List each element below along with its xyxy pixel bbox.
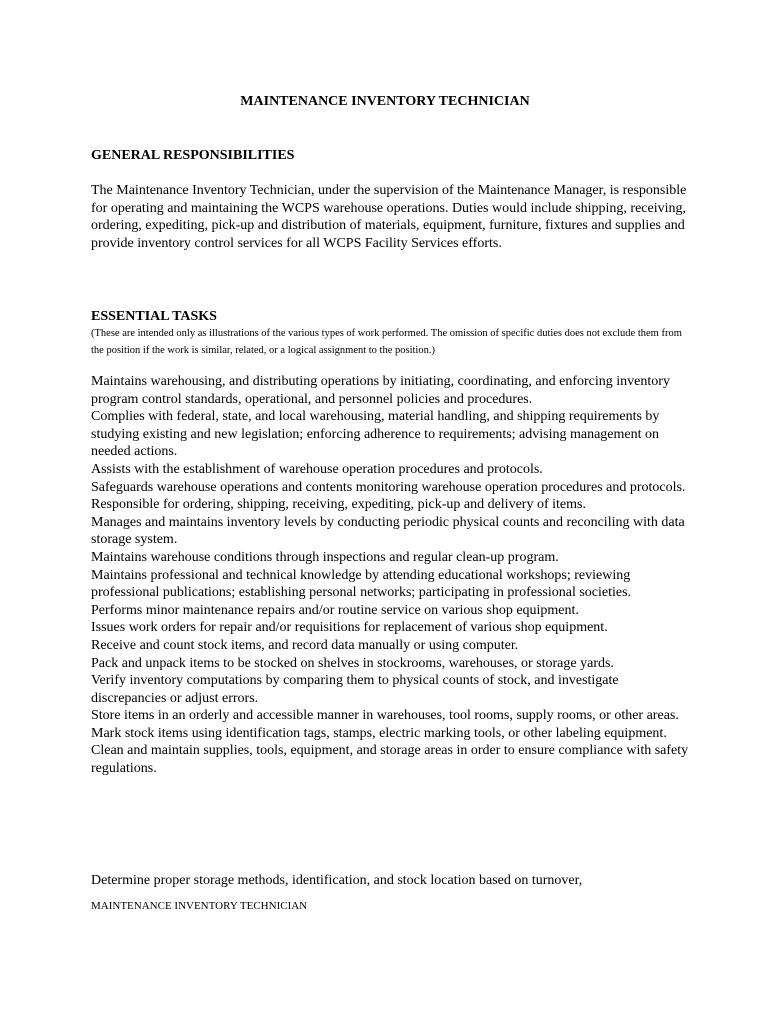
task-list xyxy=(91,373,691,778)
task-item: Complies with federal, state, and local warehousing, material handling, and shipping requirements by studying existing and new legislation; enforcing adherence to requirements; advising management on needed actions. xyxy=(91,409,660,460)
task-item: Performs minor maintenance repairs and/or routine service on various shop equipment. xyxy=(91,602,579,618)
essential-tasks-note: (These are intended only as illustrations of the various types of work performed. The omission of specific duties does not exclude them from the position if the work is similar, related, or a logical assignment to the position.) xyxy=(91,328,682,356)
task-item: Assists with the establishment of warehouse operation procedures and protocols. xyxy=(91,461,543,477)
task-item: Manages and maintains inventory levels by conducting periodic physical counts and reconciling with data storage system. xyxy=(91,514,685,548)
essential-tasks-heading: ESSENTIAL TASKS xyxy=(91,309,217,324)
page-footer: MAINTENANCE INVENTORY TECHNICIAN xyxy=(91,900,308,912)
task-item: Verify inventory computations by comparing them to physical counts of stock, and investigate discrepancies or adjust errors. xyxy=(91,673,619,706)
general-responsibilities-heading: GENERAL RESPONSIBILITIES xyxy=(91,148,295,163)
trailing-task-item: Determine proper storage methods, identification, and stock location based on turnover, xyxy=(91,873,583,888)
task-item: Maintains warehouse conditions through inspections and regular clean-up program. xyxy=(91,549,559,565)
task-item: Responsible for ordering, shipping, receiving, expediting, pick-up and delivery of items. xyxy=(91,497,586,513)
task-item: Mark stock items using identification tags, stamps, electric marking tools, or other labeling equipment. xyxy=(91,725,667,741)
task-item: Maintains professional and technical knowledge by attending educational workshops; reviewing professional publications; establishing personal networks; participating in professional societies. xyxy=(91,567,632,601)
task-item: Maintains warehousing, and distributing operations by initiating, coordinating, and enforcing inventory program control standards, operational, and personnel policies and procedures. xyxy=(91,374,670,407)
task-item: Pack and unpack items to be stocked on shelves in stockrooms, warehouses, or storage yards. xyxy=(91,655,614,671)
task-item: Clean and maintain supplies, tools, equipment, and storage areas in order to ensure compliance with safety regulations. xyxy=(91,743,689,777)
task-item: Receive and count stock items, and record data manually or using computer. xyxy=(91,637,519,653)
page-title: MAINTENANCE INVENTORY TECHNICIAN xyxy=(240,94,530,109)
task-item: Issues work orders for repair and/or requisitions for replacement of various shop equipment. xyxy=(91,620,608,636)
task-item: Safeguards warehouse operations and contents monitoring warehouse operation procedures and protocols. xyxy=(91,479,686,495)
task-item: Store items in an orderly and accessible manner in warehouses, tool rooms, supply rooms, or other areas. xyxy=(91,708,679,724)
general-responsibilities-text: The Maintenance Inventory Technician, under the supervision of the Maintenance Manager, is responsible for operating and maintaining the WCPS warehouse operations. Duties would include shipping, receiving, ordering, expediting, pick-up and distribution of materials, equipment, furniture, fixtures and supplies and provide inventory control services for all WCPS Facility Services efforts. xyxy=(91,183,687,251)
